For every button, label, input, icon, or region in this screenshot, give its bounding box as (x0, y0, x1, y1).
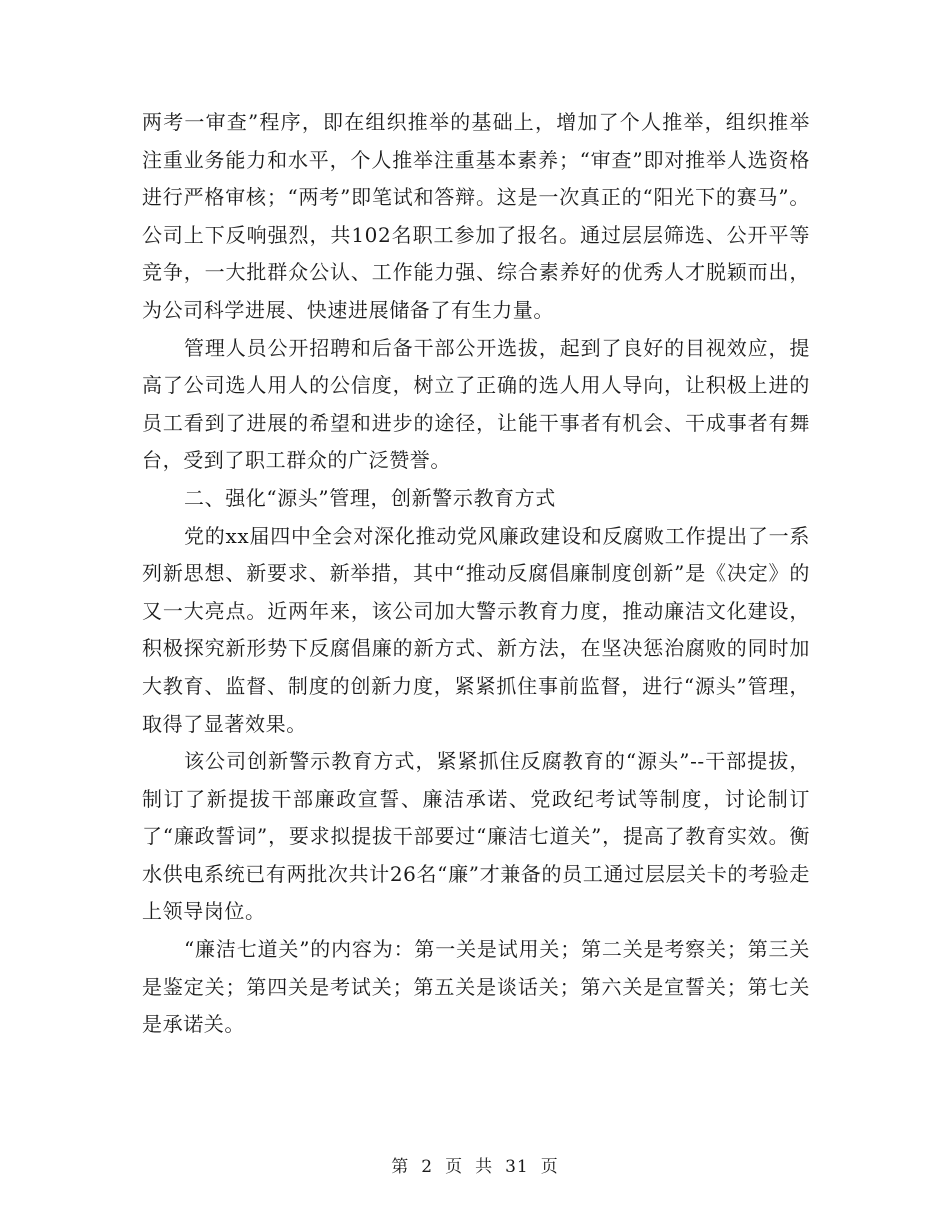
footer-page-word: 页 (445, 1157, 464, 1177)
paragraph-1: 两考一审查”程序，即在组织推举的基础上，增加了个人推举，组织推举注重业务能力和水平，个人推举注重基本素养；“审查”即对推举人选资格进行严格审核；“两考”即笔试和答辩。这是一次真正的“阳光下的赛马”。公司上下反响强烈，共102名职工参加了报名。通过层层筛选、公开平等竞争，一大批群众公认、工作能力强、综合素养好的优秀人才脱颖而出，为公司科学进展、快速进展储备了有生力量。 (142, 110, 810, 322)
paragraph-3: 党的xx届四中全会对深化推动党风廉政建设和反腐败工作提出了一系列新思想、新要求、新举措，其中“推动反腐倡廉制度创新”是《决定》的又一大亮点。近两年来，该公司加大警示教育力度，推动廉洁文化建设，积极探究新形势下反腐倡廉的新方式、新方法，在坚决惩治腐败的同时加大教育、监督、制度的创新力度，紧紧抓住事前监督，进行“源头”管理，取得了显著效果。 (142, 523, 810, 736)
footer-prefix: 第 (391, 1157, 410, 1177)
section-heading: 二、强化“源头”管理，创新警示教育方式 (184, 485, 556, 510)
page-footer (0, 1152, 950, 1177)
document-body (142, 104, 810, 1044)
footer-suffix: 页 (540, 1157, 559, 1177)
footer-total-prefix: 共 (475, 1157, 494, 1177)
footer-current-page: 2 (421, 1157, 434, 1177)
paragraph-4: 该公司创新警示教育方式，紧紧抓住反腐教育的“源头”--干部提拔，制订了新提拔干部廉政宣誓、廉洁承诺、党政纪考试等制度，讨论制订了“廉政誓词”，要求拟提拔干部要过“廉洁七道关”，提高了教育实效。衡水供电系统已有两批次共计26名“廉”才兼备的员工通过层层关卡的考验走上领导岗位。 (142, 749, 810, 924)
paragraph-5: “廉洁七道关”的内容为：第一关是试用关；第二关是考察关；第三关是鉴定关；第四关是考试关；第五关是谈话关；第六关是宣誓关；第七关是承诺关。 (142, 937, 810, 1037)
footer-total-pages: 31 (505, 1157, 529, 1177)
paragraph-2: 管理人员公开招聘和后备干部公开选拔，起到了良好的目视效应，提高了公司选人用人的公信度，树立了正确的选人用人导向，让积极上进的员工看到了进展的希望和进步的途径，让能干事者有机会、干成事者有舞台，受到了职工群众的广泛赞誉。 (142, 335, 810, 473)
